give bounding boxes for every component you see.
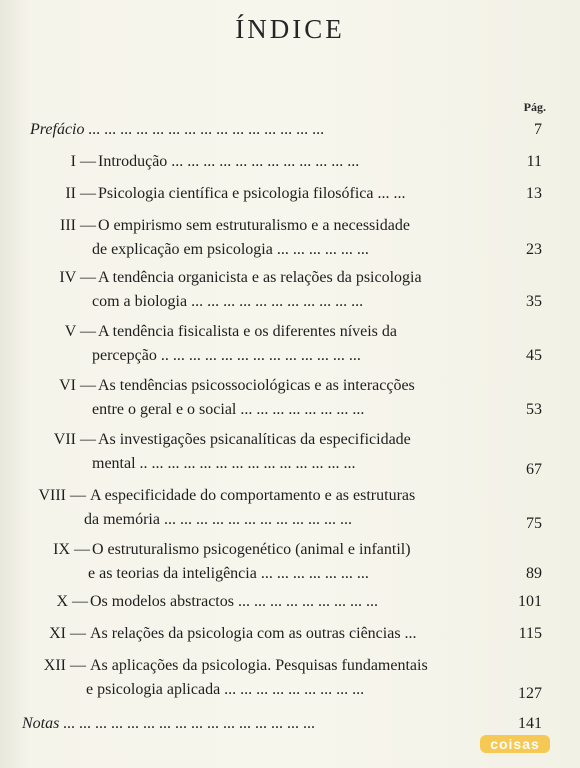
- chapter-numeral: IV —: [59, 269, 96, 286]
- toc-entry-page: 23: [526, 241, 542, 258]
- chapter-numeral: I —: [70, 153, 96, 170]
- toc-entry-text-line-2: de explicação em psicologia ... ... ... ... ... ...: [92, 241, 369, 258]
- chapter-numeral: IX —: [53, 541, 90, 558]
- toc-entry-text: Introdução ... ... ... ... ... ... ... ... ... ... ... ...: [98, 153, 360, 170]
- toc-entry-page: 35: [526, 293, 542, 310]
- toc-entry-text-line-2: e as teorias da inteligência ... ... ... ... ... ... ...: [88, 565, 369, 582]
- toc-entry-text-line-1: As tendências psicossociológicas e as interacções: [98, 377, 415, 394]
- chapter-numeral: XI —: [49, 625, 86, 642]
- chapter-numeral: III —: [60, 217, 96, 234]
- toc-entry-text-line-1: As aplicações da psicologia. Pesquisas fundamentais: [90, 657, 428, 674]
- toc-entry-page: 67: [526, 461, 542, 478]
- toc-entry-text-line-1: As investigações psicanalíticas da especificidade: [98, 431, 411, 448]
- chapter-numeral: VI —: [59, 377, 96, 394]
- watermark-logo: coisas: [480, 735, 550, 753]
- toc-entry-page: 115: [518, 625, 542, 642]
- toc-entry-text-line-1: O estruturalismo psicogenético (animal e infantil): [92, 541, 411, 558]
- chapter-numeral: II —: [65, 185, 96, 202]
- toc-entry-text: Os modelos abstractos ... ... ... ... ... ... ... ... ...: [90, 593, 378, 610]
- toc-entry-page: 101: [518, 593, 542, 610]
- chapter-numeral: X —: [56, 593, 88, 610]
- toc-entry-text: Notas ... ... ... ... ... ... ... ... ... ... ... ... ... ... ... ...: [22, 715, 316, 732]
- chapter-numeral: XII —: [43, 657, 86, 674]
- toc-entry-page: 89: [526, 565, 542, 582]
- toc-entry-page: 53: [526, 401, 542, 418]
- chapter-numeral: V —: [64, 323, 96, 340]
- toc-entry-page: 45: [526, 347, 542, 364]
- toc-entry-text-line-2: da memória ... ... ... ... ... ... ... ... ... ... ... ...: [84, 511, 352, 528]
- toc-entry-text: Prefácio ... ... ... ... ... ... ... ... ... ... ... ... ... ... ...: [30, 121, 325, 138]
- toc-entry-text-line-1: A especificidade do comportamento e as estruturas: [90, 487, 416, 504]
- toc-entry-page: 11: [526, 153, 542, 170]
- chapter-numeral: VII —: [53, 431, 96, 448]
- toc-entry-text-line-2: mental .. ... ... ... ... ... ... ... ... ... ... ... ... ...: [92, 455, 356, 472]
- toc-entry-text: Psicologia científica e psicologia filosófica ... ...: [98, 185, 406, 202]
- page-title: ÍNDICE: [235, 14, 345, 44]
- toc-entry-text-line-2: percepção .. ... ... ... ... ... ... ... ... ... ... ... ...: [92, 347, 361, 364]
- toc-entry-page: 7: [534, 121, 542, 138]
- toc-entry-text-line-2: e psicologia aplicada ... ... ... ... ... ... ... ... ...: [86, 681, 365, 698]
- toc-entry-text: As relações da psicologia com as outras ciências ...: [90, 625, 417, 642]
- toc-entry-text-line-1: O empirismo sem estruturalismo e a necessidade: [98, 217, 410, 234]
- toc-entry-page: 13: [526, 185, 542, 202]
- toc-entry-text-line-1: A tendência fisicalista e os diferentes níveis da: [98, 323, 398, 340]
- toc-entry-text-line-2: com a biologia ... ... ... ... ... ... ... ... ... ... ...: [92, 293, 364, 310]
- toc-entry-page: 127: [518, 685, 542, 702]
- toc-entry-text-line-2: entre o geral e o social ... ... ... ... ... ... ... ...: [92, 401, 365, 418]
- page-column-label: Pág.: [523, 100, 546, 114]
- toc-entry-text-line-1: A tendência organicista e as relações da psicologia: [98, 269, 422, 286]
- toc-entry-page: 75: [526, 515, 542, 532]
- toc-entry-page: 141: [518, 715, 542, 732]
- chapter-numeral: VIII —: [38, 487, 86, 504]
